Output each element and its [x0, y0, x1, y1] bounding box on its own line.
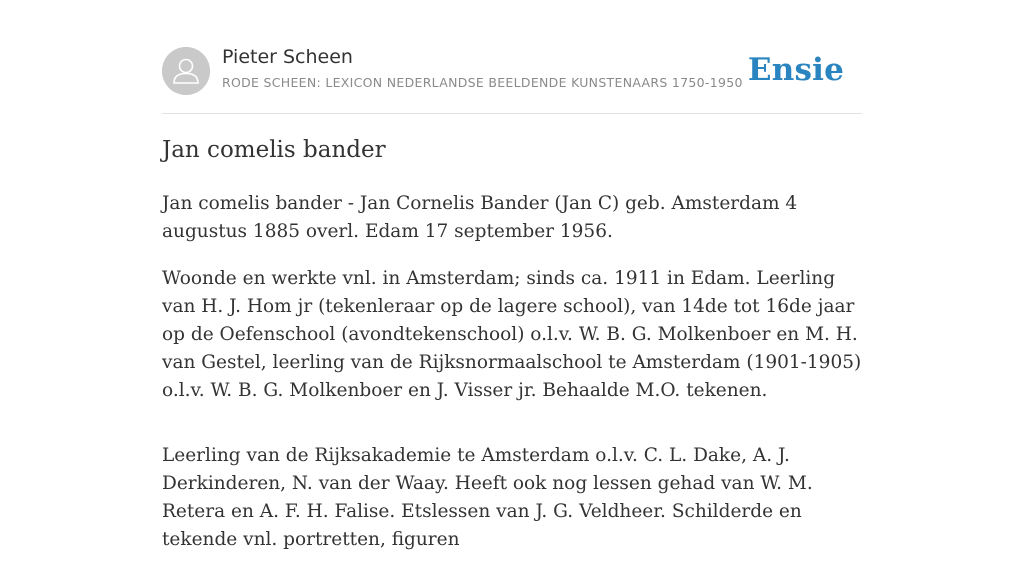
- article-paragraph: Leerling van de Rijksakademie te Amsterdam o.l.v. C. L. Dake, A. J. Derkinderen, N. van der Waay. Heeft ook nog lessen gehad van W. M. Retera en A. F. H. Falise. Etslessen van J. G. Veldheer. Schilderde en tekende vnl. portretten, figuren: [162, 445, 813, 550]
- article-paragraph: Jan comelis bander - Jan Cornelis Bander (Jan C) geb. Amsterdam 4 augustus 1885 overl. Edam 17 september 1956.: [162, 193, 798, 242]
- article-paragraph: Woonde en werkte vnl. in Amsterdam; sinds ca. 1911 in Edam. Leerling van H. J. Hom jr (tekenleraar op de lagere school), van 14de tot 16de jaar op de Oefenschool (avondtekenschool) o.l.v. W. B. G. Molkenboer en M. H. van Gestel, leerling van de Rijksnormaalschool te Amsterdam (1901-1905) o.l.v. W. B. G. Molkenboer en J. Visser jr. Behaalde M.O. tekenen.: [162, 268, 862, 401]
- source-title[interactable]: RODE SCHEEN: LEXICON NEDERLANDSE BEELDENDE KUNSTENAARS 1750-1950: [222, 75, 743, 90]
- author-avatar[interactable]: [162, 47, 210, 95]
- user-icon: [162, 47, 210, 95]
- header-divider: [162, 113, 862, 114]
- ensie-logo[interactable]: Ensie: [747, 52, 844, 88]
- article-body: [162, 190, 862, 573]
- author-name[interactable]: Pieter Scheen: [222, 46, 353, 68]
- article-header: [162, 46, 862, 96]
- article-title: Jan comelis bander: [162, 137, 386, 163]
